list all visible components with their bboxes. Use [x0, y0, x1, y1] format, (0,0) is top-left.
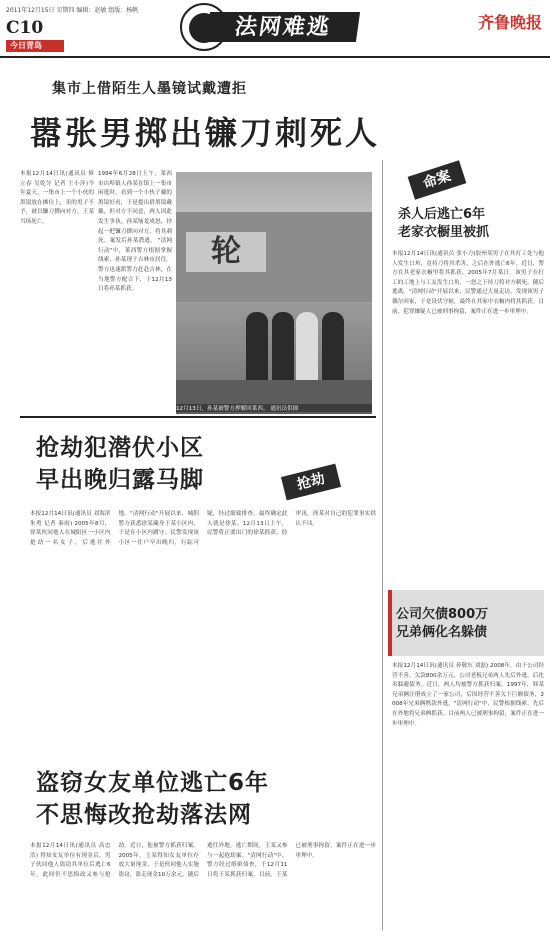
right-story1-headline	[398, 206, 489, 242]
lead-headline: 嚣张男掷出镰刀刺死人	[30, 114, 381, 152]
story2-headline-l2: 早出晚归露马脚	[36, 467, 204, 493]
tag-robbery: 抢劫	[281, 464, 341, 501]
right-story1-headline-l1: 杀人后逃亡6年	[398, 207, 486, 222]
story2-headline	[36, 432, 204, 496]
story3-body: 本报12月14日讯(通讯员 高忠浩) 得知女友单位有现金后，男子伙同他人盗窃其单位后逃亡6年，此间仍不思悔改又参与抢劫。近日，他被警方抓获归案。2005年，王某得知女友单位存放大量现金，于是伙同他人实施盗窃，盗走现金10万余元，随后逃往外地。逃亡期间，王某又参与一起抢劫案。"清网行动"中，警方经过缜密侦查，于12月11日将王某抓获归案。目前，王某已被刑事拘留，案件正在进一步审理中。	[30, 843, 376, 878]
column-title: 法网难逃	[206, 12, 360, 42]
tag-murder: 命案	[408, 160, 467, 200]
right-story2-body: 本报12月14日讯(通讯员 孙敬东 刘磊) 2008年，由于公司经营不善，欠款800余万元，公司老板兄弟两人先后外逃，后化名躲避债务。近日，两人均被警方抓获归案。1997年，韩某兄弟俩注册成立了一家公司，后因经营不善欠下巨额债务，2008年兄弟俩携款外逃。"清网行动"中，民警根据线索，先后在外地将兄弟俩抓获。目前两人已被刑事拘留，案件正在进一步审理中。	[392, 663, 544, 727]
right-story2-headline-l2: 兄弟俩化名躲债	[396, 625, 488, 640]
story3-headline-l2: 不思悔改抢劫落法网	[36, 802, 252, 828]
photo-caption: 12月13日，孙某被警方押解回莱西。 通讯员供图	[176, 404, 372, 412]
column-divider	[382, 160, 383, 930]
story2-top-rule	[20, 416, 376, 418]
column-logo	[180, 3, 360, 55]
lead-body-col2: 1994年6月28日上午，莱西市店埠镇人孙某在镇上一集市闲逛时，看到一个小伙子戴的墨镜好看，于是提出借墨镜戴戴，但对方不同意，两人因此发生争执。孙某恼羞成怒，抄起一把镰刀掷向对方，将其刺死。案发后孙某潜逃。 "清网行动"中，莱西警方根据掌握线索，孙某现于吉林市居住。警方迅速派警力赶赴吉林，在当地警方配合下，于12月13日将孙某抓获。	[98, 171, 172, 293]
right-story2-headline	[396, 606, 488, 642]
story2-body: 本报12月14日讯(通讯员 刘海滨 朱勇 记者 秦雨) 2005年8月，徐某伙同他人在城阳区一小区内抢劫一名女子，后逃往外地。"清网行动"开展以来，城阳警方获悉徐某藏身于某小区内，于是在小区内蹲守。民警发现该小区一住户早出晚归，行踪可疑，经过细致排查，最终确定此人就是徐某。12月13日上午，民警将正要出门的徐某抓获。经审讯，徐某对自己的犯罪事实供认不讳。	[30, 511, 376, 546]
section-label: 今日青岛	[6, 40, 64, 52]
story3-headline	[36, 767, 269, 831]
lead-body-col1: 本报12月14日讯(通讯员 修立春 吴乾分 记者 王小萍)今年夏天，一集市上一个小伙的墨镜放在摊位上，卖的男子不予，被以镰刀掷向对方，王某当场死亡。	[20, 171, 94, 225]
story3-headline-l1: 盗窃女友单位逃亡6年	[36, 770, 270, 796]
header-rule	[0, 56, 550, 58]
right-story2-headline-l1: 公司欠债800万	[396, 607, 489, 622]
issue-meta: 2011年12月15日 星期四 编辑：赵敏 组版：杨帆	[6, 7, 139, 14]
lead-kicker: 集市上借陌生人墨镜试戴遭拒	[52, 81, 247, 97]
newspaper-name: 齐鲁晚报	[478, 13, 543, 32]
story2-headline-l1: 抢劫犯潜伏小区	[36, 435, 204, 461]
news-photo: 轮	[176, 172, 372, 414]
right-story1-body: 本报12月14日讯(通讯员 张小力)胶州某男子在其打工处与他人发生口角，竟持刀将其杀害，之后在外逃亡6年。近日，警方在其老家衣橱里将其抓获。2005年7月某日，该男子在打工的工地上与工友发生口角，一怒之下持刀将对方刺死，随后逃离。"清网行动"开展以来，民警通过大量走访，发现该男子偶尔回家，于是设伏守候，最终在其家中衣橱内将其抓获。目前，犯罪嫌疑人已被刑事拘留，案件正在进一步审理中。	[392, 251, 544, 315]
right-story1-headline-l2: 老家衣橱里被抓	[398, 225, 490, 240]
page-code: C10	[6, 18, 44, 38]
